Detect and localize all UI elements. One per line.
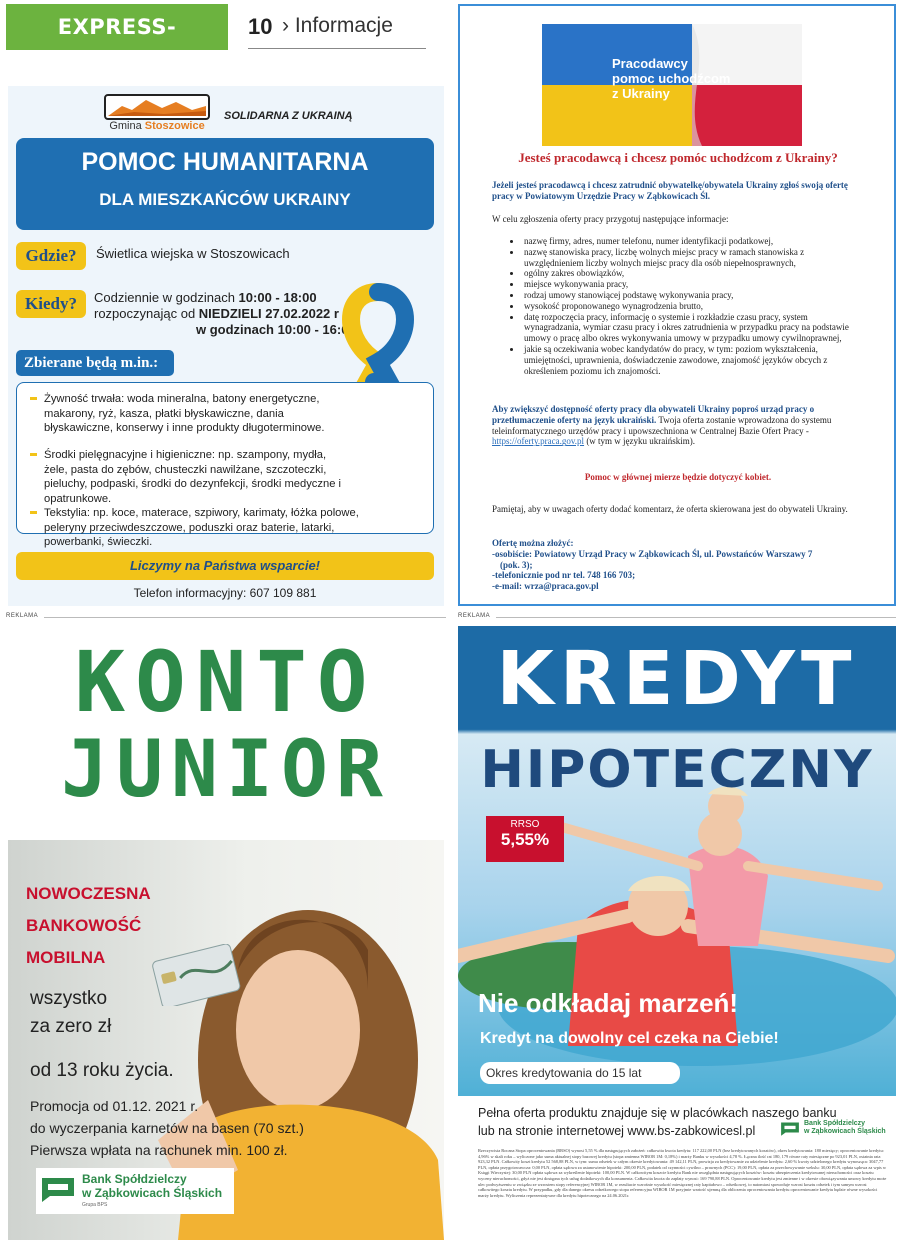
list-item: ogólny zakres obowiązków, bbox=[524, 268, 864, 279]
gmina-name: Gmina Stoszowice bbox=[109, 120, 205, 132]
ad-divider bbox=[44, 617, 446, 618]
page-number: 10 bbox=[248, 14, 273, 39]
junior-red-line: BANKOWOŚĆ bbox=[26, 916, 142, 935]
section-title: › Informacje bbox=[282, 14, 393, 37]
humanitarian-subtitle: DLA MIESZKAŃCÓW UKRAINY bbox=[99, 190, 351, 209]
when-tag: Kiedy? bbox=[16, 290, 86, 318]
employers-intro: Jeżeli jesteś pracodawcą i chcesz zatrudnić obywatelkę/obywatela Ukrainy zgłoś swoją ofertę pracy w Powiatowym Urzędzie Pracy w Ząbkowicach Śl. bbox=[492, 180, 848, 201]
mortgage-title: KREDYT bbox=[496, 636, 858, 722]
junior-word-junior: JUNIOR bbox=[61, 725, 391, 815]
employers-submit: Ofertę można złożyć: -osobiście: Powiatowy Urząd Pracy w Ząbkowicach Śl, ul. Powstańców Warszawy 7 (pok. 3); -telefonicznie pod nr tel. 748 166 703; -e-mail: wrza@praca.gov.pl bbox=[492, 538, 813, 592]
list-item: wysokość proponowanego wynagrodzenia brutto, bbox=[524, 301, 864, 312]
list-item: nazwę firmy, adres, numer telefonu, numer identyfikacji podatkowej, bbox=[524, 236, 864, 247]
list-item: datę rozpoczęcia pracy, informację o systemie i rozkładzie czasu pracy, system wynagradzania, wymiar czasu pracy i okres zatrudnienia w przypadku pracy na podstawie umowy o pracę albo okres wykonywania umowy w przypadku umowy cywilnoprawnej, bbox=[524, 312, 864, 344]
list-item: rodzaj umowy stanowiącej podstawę wykonywania pracy, bbox=[524, 290, 864, 301]
info-phone: Telefon informacyjny: 607 109 881 bbox=[133, 586, 317, 600]
list-item: Żywność trwała: woda mineralna, batony energetyczne, makarony, ryż, kasza, płatki błyskawiczne, dania błyskawiczne, konserwy i inne produkty długoterminowe. bbox=[44, 392, 344, 436]
mortgage-slogan-2: Kredyt na dowolny cel czeka na Ciebie! bbox=[480, 1030, 779, 1047]
solidarity-slogan: SOLIDARNA Z UKRAINĄ bbox=[224, 110, 353, 122]
rrso-badge: RRSO 5,55% bbox=[486, 816, 564, 862]
when-line-3: w godzinach 10:00 - 16:00 bbox=[196, 322, 356, 337]
flags-banner-text: Pracodawcy pomoc uchodźcom z Ukrainy bbox=[612, 56, 731, 101]
list-item: nazwę stanowiska pracy, liczbę wolnych miejsc pracy w ramach stanowiska z uwzględnieniem liczby wolnych miejsc pracy dla osób niepełnosprawnych, bbox=[524, 247, 864, 269]
support-banner: Liczymy na Państwa wsparcie! bbox=[16, 552, 434, 580]
junior-free-line: wszystko bbox=[30, 988, 108, 1009]
junior-free-line: za zero zł bbox=[30, 1016, 112, 1037]
mortgage-slogan: Nie odkładaj marzeń! bbox=[478, 988, 739, 1018]
bank-group: Grupa BPS bbox=[82, 1202, 108, 1208]
list-item: miejsce wykonywania pracy, bbox=[524, 279, 864, 290]
ad-label: REKLAMA bbox=[458, 613, 491, 619]
bank-name: Bank Spółdzielczy w Ząbkowicach Śląskich bbox=[82, 1172, 223, 1200]
employers-list bbox=[524, 236, 864, 376]
junior-age: od 13 roku życia. bbox=[30, 1060, 174, 1081]
junior-red-line: MOBILNA bbox=[26, 948, 106, 967]
mortgage-period: Okres kredytowania do 15 lat bbox=[480, 1062, 680, 1084]
bank-logo-icon bbox=[40, 1174, 76, 1202]
header-divider bbox=[248, 48, 426, 49]
mortgage-info: Pełna oferta produktu znajduje się w placówkach naszego banku lub na stronie internetowej www.bs-zabkowicesl.pl bbox=[478, 1106, 837, 1138]
ad-label: REKLAMA bbox=[6, 613, 39, 619]
junior-word-konto: KONTO bbox=[74, 633, 378, 731]
where-value: Świetlica wiejska w Stoszowicach bbox=[96, 246, 290, 261]
bank-logo bbox=[780, 1118, 886, 1146]
where-tag: Gdzie? bbox=[16, 242, 86, 270]
employers-visibility: Aby zwiększyć dostępność oferty pracy dla obywateli Ukrainy poproś urząd pracy o przetłumaczenie oferty na język ukraiński. Twoja oferta zostanie wprowadzona do systemu teleinformatycznego urzędów pracy i upowszechniona w Centralnej Bazie Ofert Pracy - https://oferty.praca.gov.pl (w tym w języku ukraińskim). bbox=[492, 404, 832, 447]
oferty-link[interactable]: https://oferty.praca.gov.pl bbox=[492, 436, 585, 447]
mortgage-subtitle: HIPOTECZNY bbox=[480, 740, 874, 800]
junior-promo-line: Pierwsza wpłata na rachunek min. 100 zł. bbox=[30, 1142, 288, 1158]
when-line-2: rozpoczynając od NIEDZIELI 27.02.2022 r bbox=[94, 306, 339, 321]
list-item: Tekstylia: np. koce, materace, szpiwory, karimaty, łóżka polowe, peleryny przeciwdeszczowe, poduszki oraz baterie, latarki, powerbanki, świeczki. bbox=[44, 506, 394, 550]
employers-title: Jesteś pracodawcą i chcesz pomóc uchodźcom z Ukrainy? bbox=[518, 150, 838, 165]
junior-promo-line: do wyczerpania karnetów na basen (70 szt.) bbox=[30, 1120, 304, 1136]
humanitarian-title: POMOC HUMANITARNA bbox=[81, 148, 369, 176]
list-item: jakie są oczekiwania wobec kandydatów do pracy, w tym: poziom wykształcenia, umiejętności, uprawnienia, doświadczenie zawodowe, znajomość języków obcych z określeniem poziomu ich znajomości. bbox=[524, 344, 864, 376]
junior-red-line: NOWOCZESNA bbox=[26, 884, 151, 903]
bank-logo-icon bbox=[780, 1120, 800, 1136]
when-line-1: Codziennie w godzinach 10:00 - 18:00 bbox=[94, 290, 317, 305]
junior-promo-line: Promocja od 01.12. 2021 r. bbox=[30, 1098, 199, 1114]
mortgage-fine-print: Rzeczywista Roczna Stopa oprocentowania (RRSO) wynosi 5,55 % dla następujących założeń: całkowita kwota kredytu: 117 222,00 PLN (bez kredytowanych kosztów), okres kredytowania: 180 miesięcy; oprocentowanie kredytu: 4,96% w skali roku – wyliczone jako suma aktualnej stopy bazowej kredytu (stopa zmienna WIBOR 1M: 0,18%) i marży Banku w wysokości 4,78 %. Łączna ilość rat 180, 179 równe raty miesięczne po 923,01 PLN, ostatnia rata 923,32 PLN. Całkowity koszt kredytu 52 568,88 PLN, w tym: suma odsetek w całym okresie kredytowania: 49 142,11 PLN, prowizja za kredytowanie za udzielenie kredytu: 2,60 % kwoty udzielonego kredytu wynosząca: 3047,77 PLN, opłata przygotowawcza: 0,00 PLN, opłata sądowa za ustanowienie hipoteki: 200,00 PLN, podatek od czynności cywilno – prawnych (PCC): 19,00 PLN, opłata za przechowywanie wekslu: 30,00 PLN, opłata sądowa za wpis w Księgi Wieczystej: 30,00 PLN opłata sądowa za wykreślenie hipoteki: 100,00 PLN. W całkowitym koszcie kredytu Bank nie uwzględnia następujących kosztów: kosztu ubezpieczenia kredytowanej nieruchomości oraz kosztu wyceny nieruchomości, gdyż nie jest dostępna tych usług dodatkowych dla konsumenta. Całkowita kwota do zapłaty wynosi: 169 790,88 PLN. Oprocentowanie kredytu jest zmienne i w okresie obowiązywania umowy kredytu może ulec podwyższeniu w związku ze wzrostem stopy referencyjnej WIBOR 1M, w rezultacie wzrośnie wysokość miesięcznej raty kapitałowo – odsetkowej, to natomiast spowoduje wzrost kosztu odsetek i tym samym wzrost całkowitego kosztu kredytu. W przypadku, gdy dla danego okresu odsetkowego stopa referencyjna WIBOR 1M przyjmie wartość ujemną dla obliczenia oprocentowania kredytu oprocentowanie kredytu będzie równe wysokości marży kredytu. Wyliczenia reprezentatywne dla kredytu hipotecznego na 24.06.2021r. bbox=[478, 1148, 887, 1198]
bank-name: Bank Spółdzielczy w Ząbkowicach Śląskich bbox=[804, 1120, 886, 1135]
employers-prepare: W celu zgłoszenia oferty pracy przygotuj następujące informacje: bbox=[492, 214, 729, 224]
site-brand[interactable]: EXPRESS-MIEJSKI.PL bbox=[6, 4, 228, 50]
bank-card-icon bbox=[150, 944, 242, 1006]
collected-label: Zbierane będą m.in.: bbox=[16, 350, 174, 376]
employers-remember: Pamiętaj, aby w uwagach oferty dodać komentarz, że oferta skierowana jest do obywateli Ukrainy. bbox=[492, 504, 848, 514]
list-item: Środki pielęgnacyjne i higieniczne: np. szampony, mydła, żele, pasta do zębów, chusteczki nawilżane, szczoteczki, pieluchy, podpaski, środki do dezynfekcji, środki medyczne i opatrunkowe. bbox=[44, 448, 344, 506]
ad-divider bbox=[496, 617, 896, 618]
employers-women-note: Pomoc w głównej mierze będzie dotyczyć kobiet. bbox=[584, 472, 772, 482]
